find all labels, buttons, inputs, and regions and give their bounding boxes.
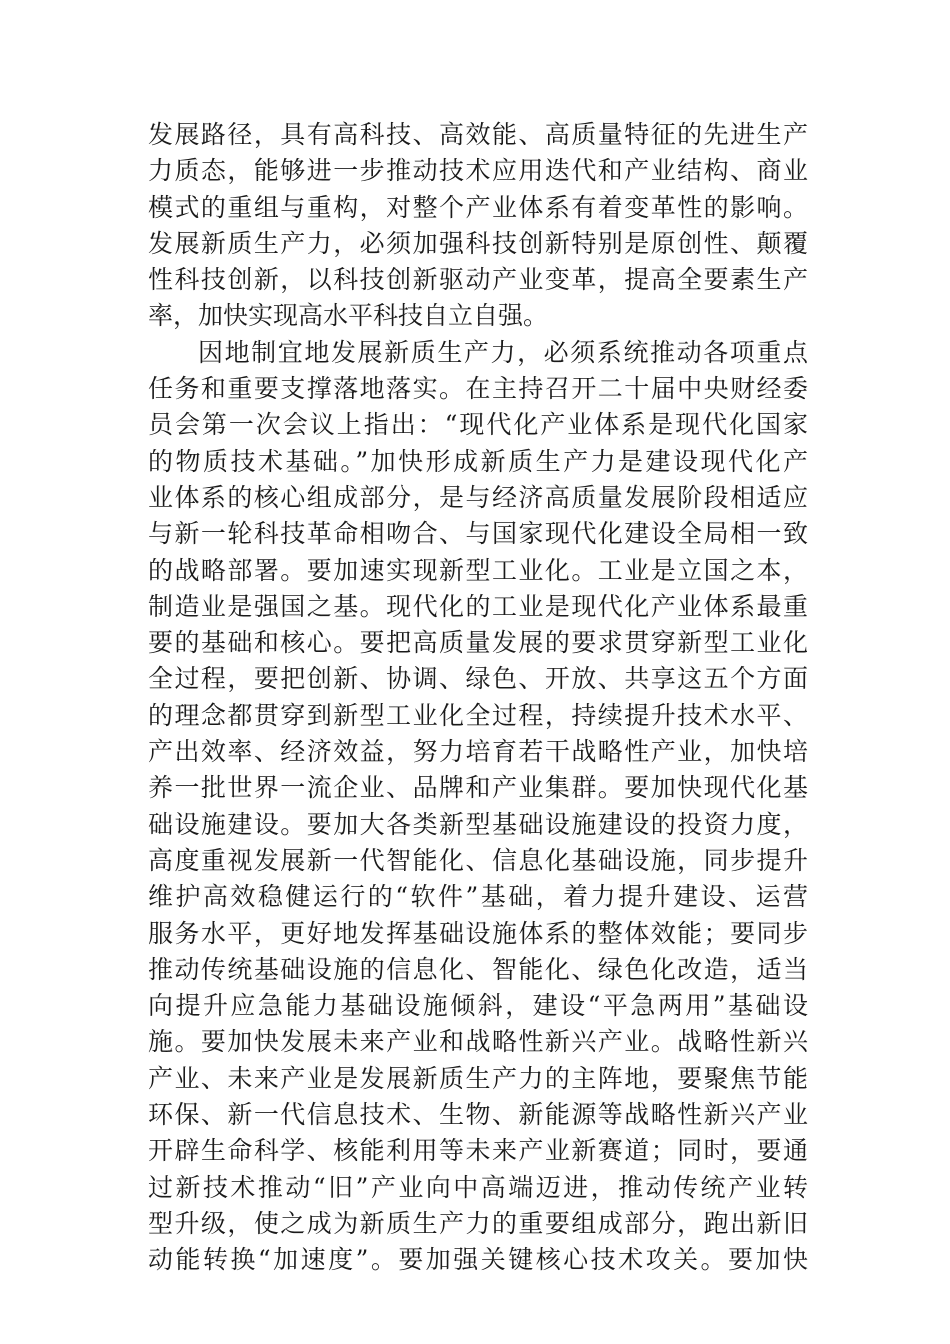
text-line: 的物质技术基础。”加快形成新质生产力是建设现代化产: [148, 446, 808, 476]
text-line: 率，加快实现高水平科技自立自强。: [148, 301, 549, 331]
text-line: 产出效率、经济效益，努力培育若干战略性产业，加快培: [148, 737, 808, 767]
text-line: 性科技创新，以科技创新驱动产业变革，提高全要素生产: [148, 265, 808, 295]
text-line: 力质态，能够进一步推动技术应用迭代和产业结构、商业: [148, 156, 808, 186]
text-line: 服务水平，更好地发挥基础设施体系的整体效能；要同步: [148, 918, 808, 948]
text-line: 养一批世界一流企业、品牌和产业集群。要加快现代化基: [148, 773, 808, 803]
text-line: 开辟生命科学、核能利用等未来产业新赛道；同时，要通: [148, 1136, 808, 1166]
text-line: 产业、未来产业是发展新质生产力的主阵地，要聚焦节能: [148, 1063, 808, 1093]
text-line: 要的基础和核心。要把高质量发展的要求贯穿新型工业化: [148, 628, 808, 658]
body-text: [148, 117, 808, 1279]
text-line: 业体系的核心组成部分，是与经济高质量发展阶段相适应: [148, 482, 808, 512]
text-line: 型升级，使之成为新质生产力的重要组成部分，跑出新旧: [148, 1208, 808, 1238]
text-line: 维护高效稳健运行的“软件”基础，着力提升建设、运营: [148, 882, 808, 912]
text-line: 推动传统基础设施的信息化、智能化、绿色化改造，适当: [148, 954, 808, 984]
text-line: 的理念都贯穿到新型工业化全过程，持续提升技术水平、: [148, 700, 808, 730]
paragraph-first-line: 因地制宜地发展新质生产力，必须系统推动各项重点: [198, 337, 808, 367]
text-line: 与新一轮科技革命相吻合、与国家现代化建设全局相一致: [148, 519, 808, 549]
text-line: 环保、新一代信息技术、生物、新能源等战略性新兴产业: [148, 1100, 808, 1130]
text-line: 动能转换“加速度”。要加强关键核心技术攻关。要加快: [148, 1245, 808, 1275]
text-line: 的战略部署。要加速实现新型工业化。工业是立国之本，: [148, 555, 808, 585]
text-line: 任务和重要支撑落地落实。在主持召开二十届中央财经委: [148, 374, 808, 404]
text-line: 向提升应急能力基础设施倾斜，建设“平急两用”基础设: [148, 991, 808, 1021]
text-line: 制造业是强国之基。现代化的工业是现代化产业体系最重: [148, 591, 808, 621]
text-line: 过新技术推动“旧”产业向中高端迈进，推动传统产业转: [148, 1172, 808, 1202]
text-line: 发展路径，具有高科技、高效能、高质量特征的先进生产: [148, 120, 808, 149]
text-line: 施。要加快发展未来产业和战略性新兴产业。战略性新兴: [148, 1027, 808, 1057]
text-line: 全过程，要把创新、协调、绿色、开放、共享这五个方面: [148, 664, 808, 694]
text-line: 模式的重组与重构，对整个产业体系有着变革性的影响。: [148, 192, 808, 222]
text-line: 员会第一次会议上指出：“现代化产业体系是现代化国家: [148, 410, 808, 440]
text-line: 高度重视发展新一代智能化、信息化基础设施，同步提升: [148, 845, 808, 875]
text-line: 发展新质生产力，必须加强科技创新特别是原创性、颠覆: [148, 228, 808, 258]
text-line: 础设施建设。要加大各类新型基础设施建设的投资力度，: [148, 809, 808, 839]
